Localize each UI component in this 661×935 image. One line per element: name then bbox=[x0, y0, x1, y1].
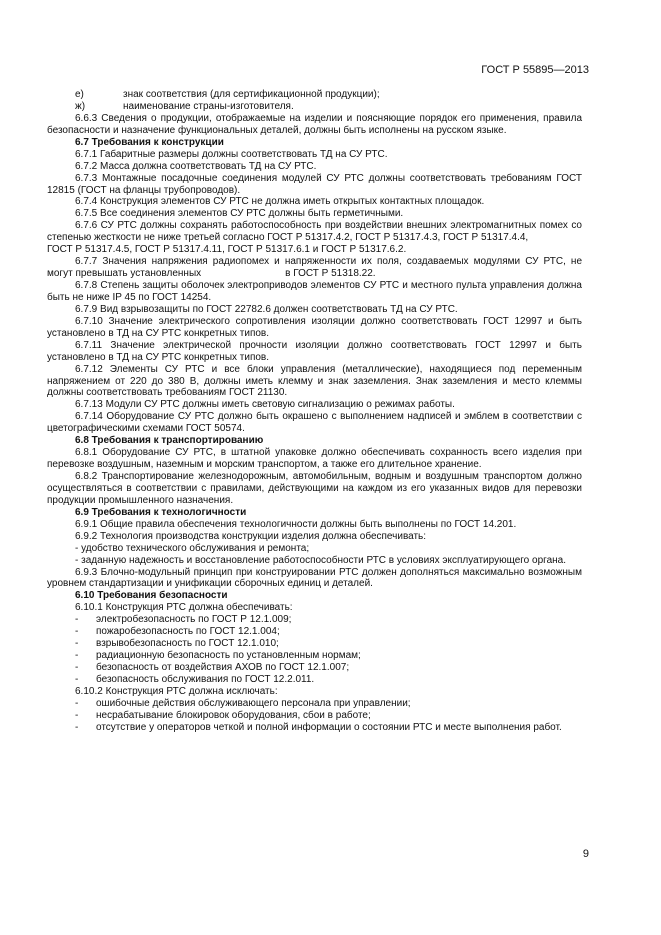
list-item bbox=[47, 101, 582, 113]
paragraph-6-7-2: 6.7.2 Масса должна соответствовать ТД на СУ РТС. bbox=[75, 160, 317, 172]
paragraph-6-7-5: 6.7.5 Все соединения элементов СУ РТС должны быть герметичными. bbox=[75, 208, 404, 220]
list-item bbox=[47, 710, 582, 722]
list-text: безопасность от воздействия АХОВ по ГОСТ 12.1.007; bbox=[96, 662, 350, 673]
paragraph-6-8-1: 6.8.1 Оборудование СУ РТС, в штатной упаковке должно обеспечивать сохранность всего изделия при перевозке воздушным, наземным и морским транспортом, а также его длительное хранение. bbox=[47, 447, 582, 471]
list-dash: - bbox=[75, 650, 79, 662]
list-text: наименование страны-изготовителя. bbox=[123, 100, 294, 112]
paragraph-6-7-8: 6.7.8 Степень защиты оболочек электроприводов элементов СУ РТС и местного пульта управления должна быть не ниже IP 45 по ГОСТ 14254. bbox=[47, 280, 582, 303]
list-dash: - bbox=[75, 697, 79, 709]
list-item bbox=[47, 662, 582, 674]
list-text: отсутствие у операторов четкой и полной информации о состоянии РТС и месте выполнения работ. bbox=[96, 721, 562, 733]
paragraph-6-7-7-text: 6.7.7 Значения напряжения радиопомех и напряженности их поля, создаваемых модулями СУ РТС, не могут превышать установленных bbox=[47, 256, 582, 280]
paragraph-6-7-6-continued: ГОСТ Р 51317.4.5, ГОСТ Р 51317.4.11, ГОСТ Р 51317.6.1 и ГОСТ Р 51317.6.2. bbox=[47, 244, 407, 256]
list-item bbox=[47, 638, 582, 650]
paragraph-6-7-11: 6.7.11 Значение электрической прочности изоляции должно соответствовать ГОСТ 12997 и быть установлено в ТД на СУ РТС конкретных типов. bbox=[47, 339, 582, 363]
paragraph-6-7-1: 6.7.1 Габаритные размеры должны соответствовать ТД на СУ РТС. bbox=[75, 148, 388, 160]
list-item bbox=[47, 89, 582, 101]
paragraph-6-9-1: 6.9.1 Общие правила обеспечения технологичности должны быть выполнены по ГОСТ 14.201. bbox=[75, 518, 517, 530]
paragraph-6-7-10: 6.7.10 Значение электрического сопротивления изоляции должно соответствовать ГОСТ 12997 и быть установлено в ТД на СУ РТС конкретных типов. bbox=[47, 315, 582, 339]
list-text: безопасность обслуживания по ГОСТ 12.2.011. bbox=[96, 673, 315, 685]
paragraph-6-7-3: 6.7.3 Монтажные посадочные соединения модулей СУ РТС должны соответствовать требованиям ГОСТ 12815 (ГОСТ на фланцы трубопроводов). bbox=[47, 172, 582, 196]
list-dash: - bbox=[75, 614, 79, 626]
list-item bbox=[47, 674, 582, 686]
paragraph-6-7-12: 6.7.12 Элементы СУ РТС и все блоки управления (металлические), находящиеся под переменным напряжением от 220 до 380 В, должны иметь клемму и знак заземления. Знак заземления и место клеммы должны соответствовать требованиям ГОСТ 21130. bbox=[47, 363, 582, 399]
section-heading-6-10: 6.10 Требования безопасности bbox=[75, 590, 228, 602]
paragraph-6-7-7 bbox=[47, 256, 582, 280]
list-marker: е) bbox=[75, 89, 84, 100]
list-text: несрабатывание блокировок оборудования, сбои в работе; bbox=[96, 709, 371, 721]
paragraph-6-7-6: 6.7.6 СУ РТС должны сохранять работоспособность при воздействии внешних электромагнитных помех со степенью жесткости не ниже третьей согласно ГОСТ Р 51317.4.2, ГОСТ Р 51317.4.3, ГОСТ Р 51317.4.4, bbox=[47, 220, 582, 244]
list-dash: - bbox=[75, 662, 79, 673]
list-item: - заданную надежность и восстановление работоспособности РТС в условиях эксплуатирующего органа. bbox=[75, 554, 566, 566]
paragraph-6-8-2: 6.8.2 Транспортирование железнодорожным, автомобильным, водным и воздушным транспортом должно осуществляться в соответствии с правилами, действующими на каждом из его указанных видов для перевозки продукции промышленного назначения. bbox=[47, 471, 582, 506]
list-item bbox=[47, 650, 582, 662]
paragraph-6-7-14: 6.7.14 Оборудование СУ РТС должно быть окрашено с выполнением надписей и эмблем в соответствии с цветографическими схемами ГОСТ 50574. bbox=[47, 411, 582, 435]
list-text: пожаробезопасность по ГОСТ 12.1.004; bbox=[96, 626, 280, 638]
section-heading-6-8: 6.8 Требования к транспортированию bbox=[75, 435, 264, 447]
paragraph-6-10-2: 6.10.2 Конструкция РТС должна исключать: bbox=[75, 685, 278, 697]
list-item: - удобство технического обслуживания и ремонта; bbox=[75, 542, 310, 554]
list-text: ошибочные действия обслуживающего персонала при управлении; bbox=[96, 697, 411, 709]
list-text: радиационную безопасность по установленным нормам; bbox=[96, 650, 361, 662]
paragraph-6-7-9: 6.7.9 Вид взрывозащиты по ГОСТ 22782.6 должен соответствовать ТД на СУ РТС. bbox=[75, 303, 458, 315]
list-text: взрывобезопасность по ГОСТ 12.1.010; bbox=[96, 638, 279, 650]
section-heading-6-9: 6.9 Требования к технологичности bbox=[75, 506, 247, 518]
paragraph-6-7-7-ref: в ГОСТ Р 51318.22. bbox=[285, 268, 376, 280]
list-dash: - bbox=[75, 709, 79, 721]
list-item bbox=[47, 614, 582, 626]
paragraph-6-7-4: 6.7.4 Конструкция элементов СУ РТС не должна иметь открытых контактных площадок. bbox=[75, 196, 485, 208]
document-body bbox=[47, 89, 582, 734]
list-marker: ж) bbox=[75, 100, 86, 112]
paragraph-6-10-1: 6.10.1 Конструкция РТС должна обеспечивать: bbox=[75, 602, 293, 614]
page-number: 9 bbox=[582, 848, 589, 860]
list-dash: - bbox=[75, 721, 79, 733]
paragraph-6-9-3: 6.9.3 Блочно-модульный принцип при конструировании РТС должен дополняться максимально возможным уровнем стандартизации и унификации сборочных единиц и деталей. bbox=[47, 566, 582, 590]
paragraph-6-7-13: 6.7.13 Модули СУ РТС должны иметь световую сигнализацию о режимах работы. bbox=[75, 399, 455, 411]
paragraph-6-6-3: 6.6.3 Сведения о продукции, отображаемые на изделии и поясняющие порядок его применения, правила безопасности и назначение функциональных деталей, должны быть исполнены на русском языке. bbox=[47, 112, 582, 136]
list-item bbox=[47, 698, 582, 710]
list-dash: - bbox=[75, 638, 79, 650]
list-dash: - bbox=[75, 673, 79, 685]
list-item bbox=[47, 722, 582, 734]
list-dash: - bbox=[75, 626, 79, 638]
paragraph-6-9-2: 6.9.2 Технология производства конструкции изделия должна обеспечивать: bbox=[75, 530, 427, 542]
list-item bbox=[47, 626, 582, 638]
list-text: знак соответствия (для сертификационной продукции); bbox=[123, 89, 380, 100]
document-header: ГОСТ Р 55895—2013 bbox=[481, 64, 589, 76]
list-text: электробезопасность по ГОСТ Р 12.1.009; bbox=[96, 614, 292, 626]
section-heading-6-7: 6.7 Требования к конструкции bbox=[75, 136, 224, 148]
